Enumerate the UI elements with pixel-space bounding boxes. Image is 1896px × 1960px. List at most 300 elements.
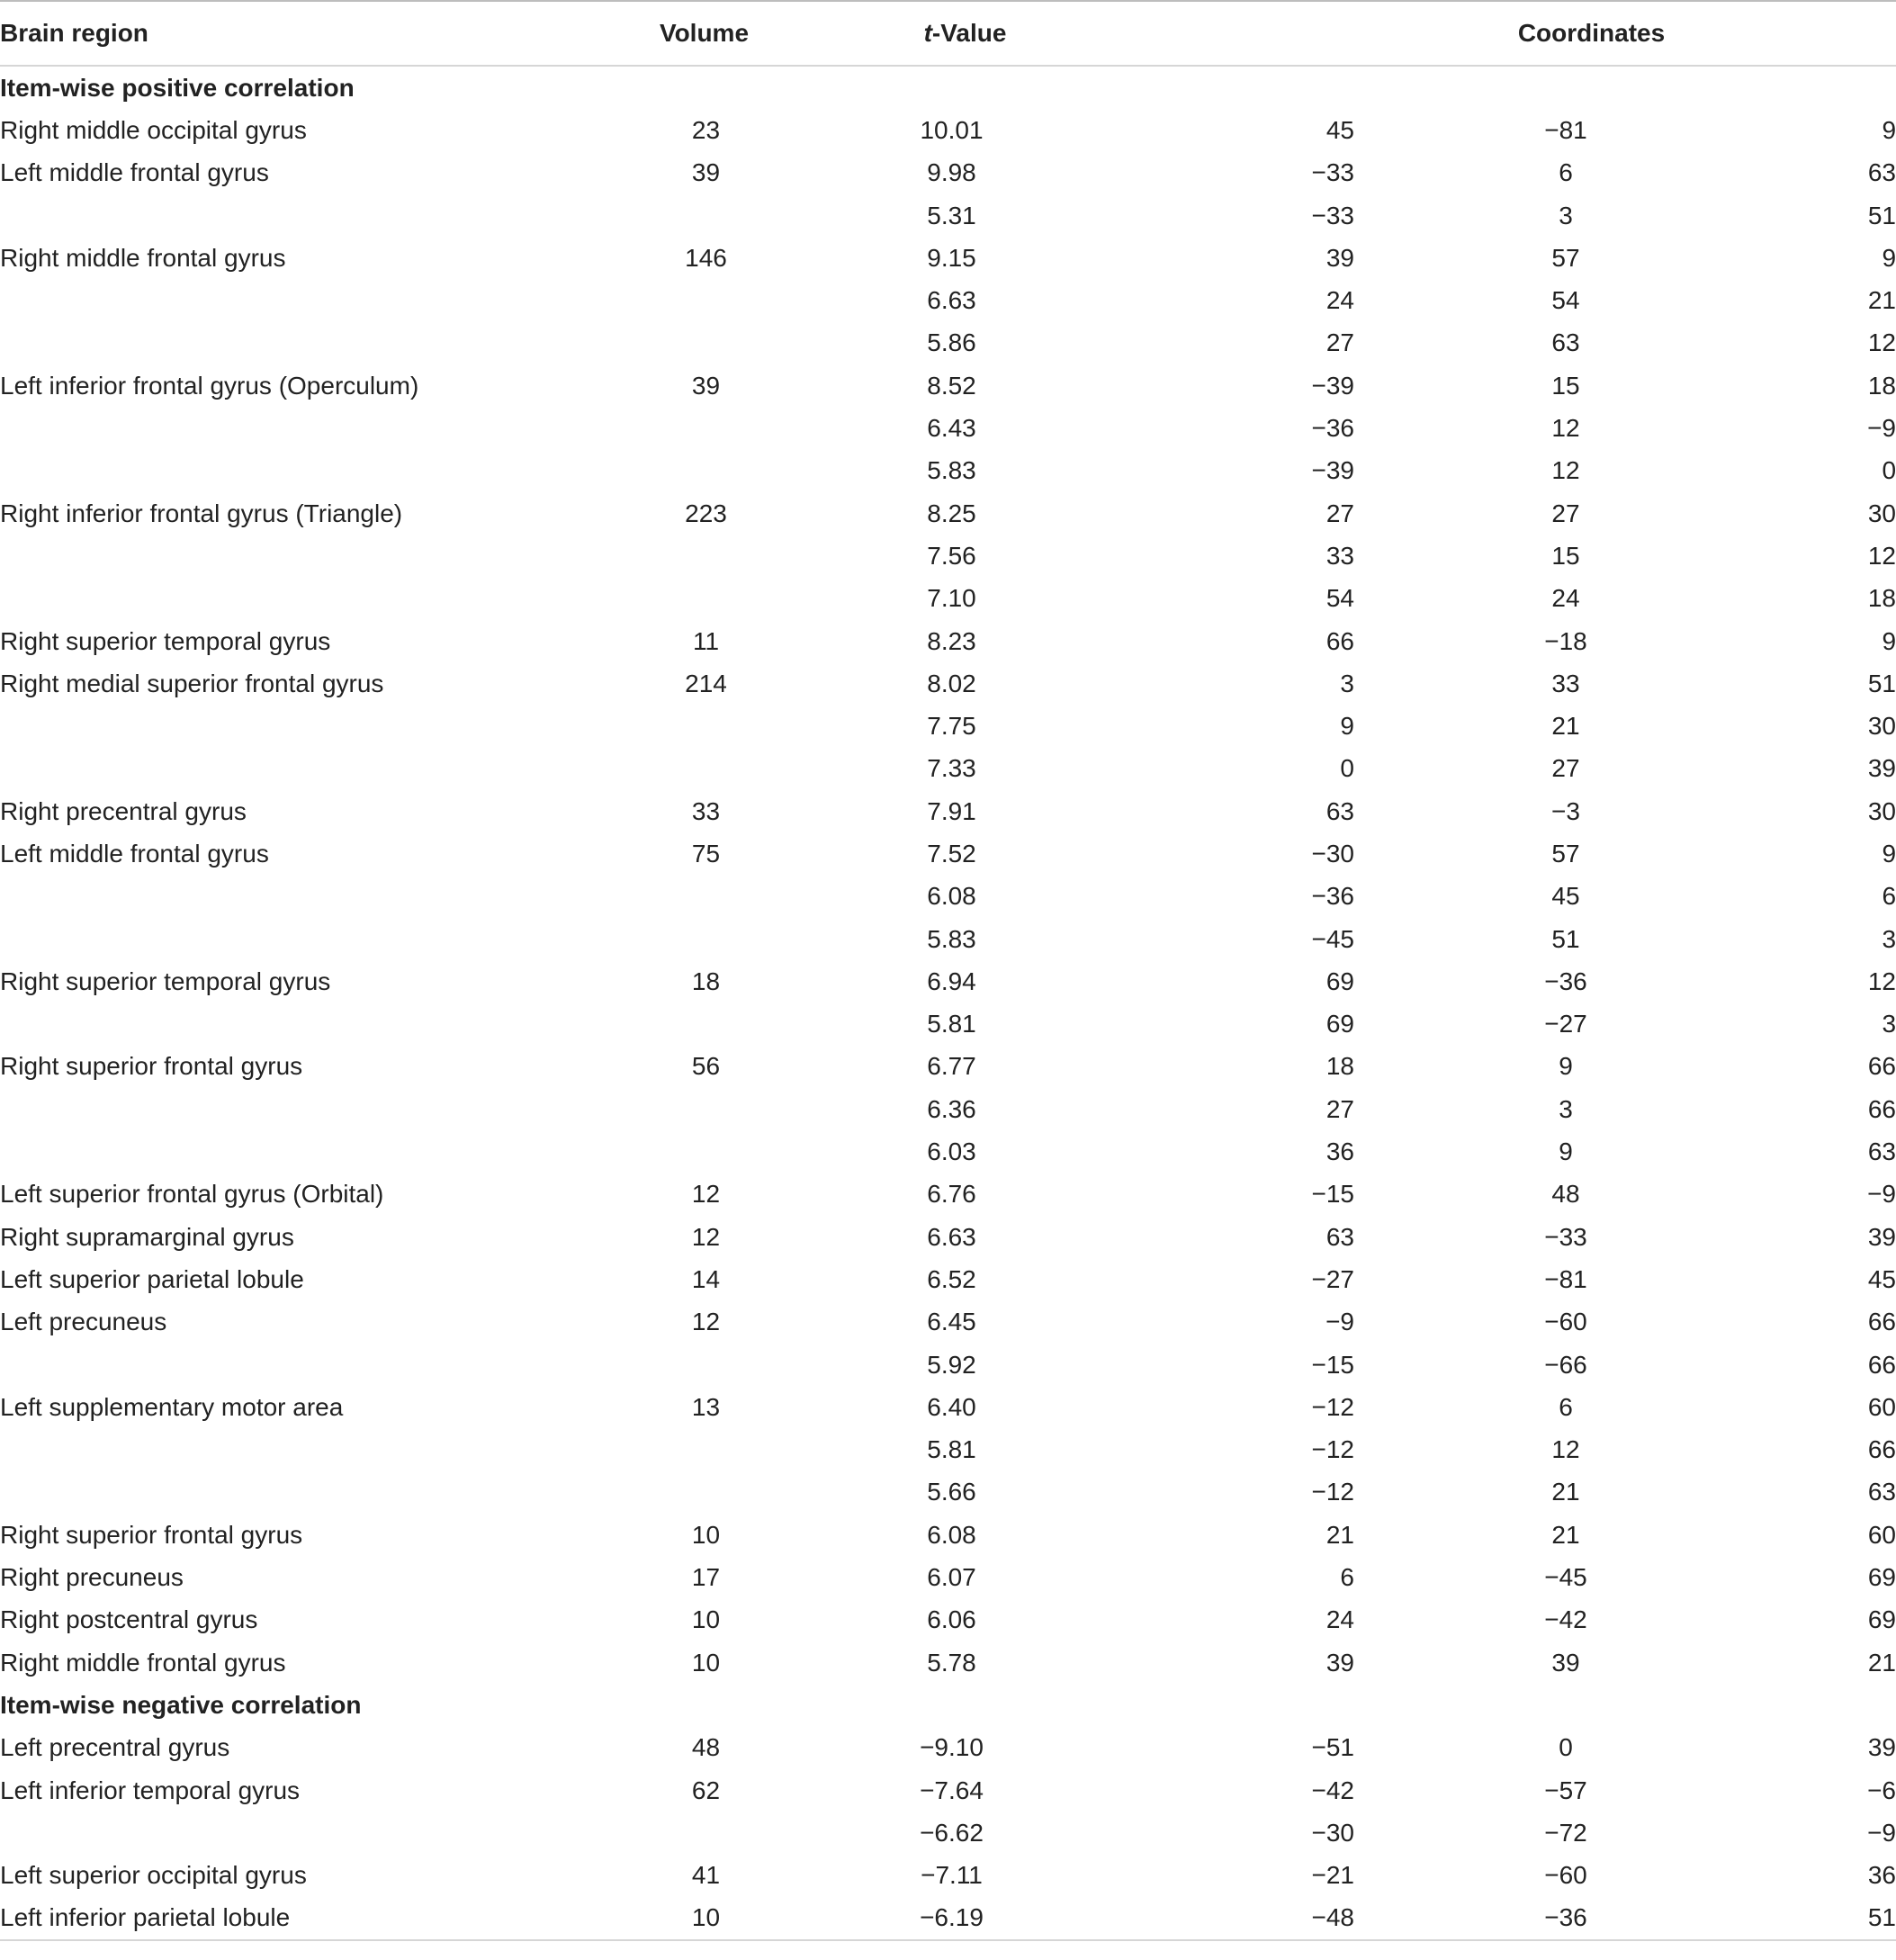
cell-t-value: 6.94 bbox=[927, 967, 976, 995]
cell-t-value: −7.11 bbox=[921, 1861, 983, 1890]
cell-brain-region: Right middle occipital gyrus bbox=[0, 115, 307, 144]
cell-t-value: 5.83 bbox=[927, 456, 976, 485]
table-row bbox=[0, 1344, 1896, 1386]
cell-coordinate-z: 69 bbox=[1867, 1605, 1896, 1634]
cell-coordinate-y: 27 bbox=[1551, 499, 1580, 527]
cell-brain-region: Right postcentral gyrus bbox=[0, 1605, 258, 1634]
section-header-row bbox=[0, 1684, 1896, 1726]
cell-coordinate-x: −33 bbox=[1311, 201, 1354, 229]
cell-volume bbox=[594, 279, 814, 321]
cell-coordinate-z: 36 bbox=[1867, 1861, 1896, 1890]
cell-t-value: 5.81 bbox=[927, 1435, 976, 1464]
cell-brain-region: Right supramarginal gyrus bbox=[0, 1222, 294, 1251]
cell-coordinate-z: −9 bbox=[1867, 414, 1896, 443]
table-row bbox=[0, 1514, 1896, 1556]
cell-brain-region bbox=[0, 1812, 594, 1854]
cell-coordinate-y: 15 bbox=[1551, 541, 1580, 570]
cell-coordinate-z: 51 bbox=[1867, 669, 1896, 697]
cell-coordinate-y: 9 bbox=[1559, 1052, 1573, 1081]
cell-coordinate-x: −30 bbox=[1311, 1818, 1354, 1847]
cell-volume bbox=[594, 876, 814, 918]
cell-coordinate-z: 39 bbox=[1867, 1733, 1896, 1762]
cell-t-value: 5.83 bbox=[927, 924, 976, 953]
cell-volume: 39 bbox=[691, 158, 721, 187]
cell-volume bbox=[594, 1003, 814, 1046]
cell-coordinate-y: −36 bbox=[1544, 967, 1587, 995]
cell-t-value: 6.45 bbox=[927, 1308, 976, 1336]
cell-brain-region: Right precentral gyrus bbox=[0, 796, 247, 825]
cell-coordinate-y: 3 bbox=[1559, 201, 1573, 229]
cell-brain-region: Right superior frontal gyrus bbox=[0, 1520, 303, 1549]
cell-t-value: 5.31 bbox=[927, 201, 976, 229]
cell-volume: 12 bbox=[691, 1180, 721, 1209]
cell-coordinate-x: 24 bbox=[1325, 1605, 1354, 1634]
cell-brain-region bbox=[0, 407, 594, 449]
cell-coordinate-x: 45 bbox=[1325, 115, 1354, 144]
header-brain-region: Brain region bbox=[0, 2, 594, 66]
cell-coordinate-y: 9 bbox=[1559, 1137, 1573, 1166]
cell-coordinate-y: 57 bbox=[1551, 243, 1580, 272]
cell-t-value: 5.78 bbox=[927, 1648, 976, 1677]
cell-t-value: 5.66 bbox=[927, 1478, 976, 1506]
cell-coordinate-x: 27 bbox=[1325, 1094, 1354, 1123]
cell-t-value: 7.52 bbox=[927, 839, 976, 868]
cell-coordinate-x: 27 bbox=[1325, 328, 1354, 357]
cell-t-value: 5.92 bbox=[927, 1350, 976, 1379]
cell-volume: 10 bbox=[691, 1648, 721, 1677]
cell-coordinate-y: 24 bbox=[1551, 584, 1580, 613]
table-row bbox=[0, 1130, 1896, 1173]
table-row bbox=[0, 960, 1896, 1002]
table-row bbox=[0, 322, 1896, 364]
cell-t-value: 6.36 bbox=[927, 1094, 976, 1123]
cell-t-value: 6.63 bbox=[927, 286, 976, 315]
cell-coordinate-x: 69 bbox=[1325, 967, 1354, 995]
cell-brain-region: Right middle frontal gyrus bbox=[0, 243, 286, 272]
cell-coordinate-x: −48 bbox=[1116, 1897, 1390, 1940]
cell-brain-region: Left precentral gyrus bbox=[0, 1733, 230, 1762]
cell-coordinate-z: 66 bbox=[1867, 1094, 1896, 1123]
cell-t-value: 10.01 bbox=[920, 115, 984, 144]
cell-brain-region: Right medial superior frontal gyrus bbox=[0, 669, 384, 697]
table-row bbox=[0, 1897, 1896, 1940]
cell-coordinate-y: −45 bbox=[1544, 1563, 1587, 1592]
table-row bbox=[0, 1046, 1896, 1088]
cell-coordinate-y: 21 bbox=[1551, 1478, 1580, 1506]
table-row bbox=[0, 1003, 1896, 1046]
cell-t-value: 6.08 bbox=[927, 882, 976, 911]
cell-coordinate-z: 66 bbox=[1867, 1350, 1896, 1379]
cell-coordinate-z: 66 bbox=[1867, 1052, 1896, 1081]
cell-coordinate-x: 6 bbox=[1340, 1563, 1354, 1592]
table-body bbox=[0, 66, 1896, 1940]
cell-brain-region: Right superior temporal gyrus bbox=[0, 967, 331, 995]
table-row bbox=[0, 1429, 1896, 1471]
cell-coordinate-z: 63 bbox=[1867, 158, 1896, 187]
cell-coordinate-z: 21 bbox=[1867, 286, 1896, 315]
cell-coordinate-x: 63 bbox=[1325, 796, 1354, 825]
table-row bbox=[0, 748, 1896, 790]
cell-volume: 10 bbox=[691, 1520, 721, 1549]
cell-coordinate-x: 69 bbox=[1325, 1010, 1354, 1038]
header-row bbox=[0, 2, 1896, 66]
cell-t-value: −6.62 bbox=[920, 1818, 984, 1847]
cell-volume: 223 bbox=[685, 499, 727, 527]
cell-coordinate-z: 45 bbox=[1867, 1264, 1896, 1293]
cell-coordinate-z: 51 bbox=[1867, 201, 1896, 229]
cell-coordinate-x: 21 bbox=[1325, 1520, 1354, 1549]
cell-coordinate-z: 3 bbox=[1882, 924, 1896, 953]
cell-brain-region: Left supplementary motor area bbox=[0, 1392, 344, 1421]
cell-coordinate-z: 66 bbox=[1867, 1435, 1896, 1464]
cell-coordinate-y: −33 bbox=[1544, 1222, 1587, 1251]
cell-brain-region bbox=[0, 450, 594, 492]
cell-coordinate-z: 9 bbox=[1882, 839, 1896, 868]
cell-coordinate-y: −18 bbox=[1544, 626, 1587, 655]
cell-volume: 14 bbox=[691, 1264, 721, 1293]
table-row bbox=[0, 1471, 1896, 1514]
cell-coordinate-x: −12 bbox=[1311, 1392, 1354, 1421]
cell-coordinate-y: 12 bbox=[1551, 1435, 1580, 1464]
cell-brain-region bbox=[0, 279, 594, 321]
cell-coordinate-y: −42 bbox=[1544, 1605, 1587, 1634]
table-row bbox=[0, 1173, 1896, 1216]
cell-coordinate-y: 6 bbox=[1559, 1392, 1573, 1421]
cell-brain-region bbox=[0, 1471, 594, 1514]
cell-coordinate-z: 18 bbox=[1867, 371, 1896, 400]
table-row bbox=[0, 1854, 1896, 1896]
cell-coordinate-z: 63 bbox=[1867, 1137, 1896, 1166]
cell-t-value: −6.19 bbox=[814, 1897, 1116, 1940]
cell-volume: 10 bbox=[691, 1605, 721, 1634]
cell-t-value: 6.07 bbox=[927, 1563, 976, 1592]
cell-coordinate-x: −9 bbox=[1325, 1308, 1354, 1336]
cell-coordinate-x: −51 bbox=[1311, 1733, 1354, 1762]
cell-coordinate-y: −81 bbox=[1544, 1264, 1587, 1293]
cell-brain-region: Right superior frontal gyrus bbox=[0, 1052, 303, 1081]
brain-region-table bbox=[0, 2, 1896, 1941]
cell-coordinate-x: −30 bbox=[1311, 839, 1354, 868]
cell-coordinate-z: 12 bbox=[1867, 541, 1896, 570]
cell-coordinate-x: −42 bbox=[1311, 1776, 1354, 1804]
cell-volume bbox=[594, 1429, 814, 1471]
cell-t-value: 6.63 bbox=[927, 1222, 976, 1251]
cell-coordinate-z: −9 bbox=[1867, 1818, 1896, 1847]
table-row bbox=[0, 1301, 1896, 1344]
cell-coordinate-z: 9 bbox=[1882, 626, 1896, 655]
cell-t-value: 6.08 bbox=[927, 1520, 976, 1549]
table-row bbox=[0, 1812, 1896, 1854]
table-row bbox=[0, 790, 1896, 832]
cell-coordinate-x: 66 bbox=[1325, 626, 1354, 655]
cell-coordinate-z: 60 bbox=[1867, 1520, 1896, 1549]
cell-coordinate-x: −15 bbox=[1311, 1350, 1354, 1379]
cell-t-value: 6.76 bbox=[927, 1180, 976, 1209]
cell-coordinate-y: −72 bbox=[1544, 1818, 1587, 1847]
cell-volume bbox=[594, 705, 814, 747]
header-t-italic: t bbox=[923, 19, 932, 47]
cell-t-value: 6.52 bbox=[927, 1264, 976, 1293]
cell-brain-region: Right precuneus bbox=[0, 1563, 184, 1592]
cell-coordinate-y: 3 bbox=[1559, 1094, 1573, 1123]
table-row bbox=[0, 1258, 1896, 1300]
cell-coordinate-y: 6 bbox=[1559, 158, 1573, 187]
cell-coordinate-z: 9 bbox=[1882, 115, 1896, 144]
cell-coordinate-y: 63 bbox=[1551, 328, 1580, 357]
cell-t-value: 5.81 bbox=[927, 1010, 976, 1038]
cell-brain-region bbox=[0, 1130, 594, 1173]
cell-coordinate-x: −39 bbox=[1311, 371, 1354, 400]
cell-coordinate-z: 12 bbox=[1867, 328, 1896, 357]
cell-brain-region: Left superior occipital gyrus bbox=[0, 1861, 307, 1890]
cell-volume bbox=[594, 450, 814, 492]
table-row bbox=[0, 918, 1896, 960]
section-title: Item-wise positive correlation bbox=[0, 73, 355, 102]
cell-coordinate-x: 54 bbox=[1325, 584, 1354, 613]
cell-brain-region bbox=[0, 1088, 594, 1130]
cell-coordinate-y: 48 bbox=[1551, 1180, 1580, 1209]
cell-brain-region: Left middle frontal gyrus bbox=[0, 839, 269, 868]
cell-coordinate-y: 12 bbox=[1551, 456, 1580, 485]
cell-volume: 17 bbox=[691, 1563, 721, 1592]
header-coordinates: Coordinates bbox=[1116, 2, 1896, 66]
cell-brain-region bbox=[0, 705, 594, 747]
cell-volume: 62 bbox=[691, 1776, 721, 1804]
table-row bbox=[0, 876, 1896, 918]
cell-coordinate-x: −36 bbox=[1311, 414, 1354, 443]
cell-coordinate-y: 15 bbox=[1551, 371, 1580, 400]
cell-volume bbox=[594, 918, 814, 960]
cell-coordinate-z: 18 bbox=[1867, 584, 1896, 613]
cell-brain-region bbox=[0, 578, 594, 620]
cell-t-value: −9.10 bbox=[920, 1733, 984, 1762]
cell-coordinate-x: −45 bbox=[1311, 924, 1354, 953]
cell-coordinate-y: −81 bbox=[1544, 115, 1587, 144]
cell-coordinate-z: 30 bbox=[1867, 796, 1896, 825]
cell-coordinate-z: −6 bbox=[1867, 1776, 1896, 1804]
cell-volume bbox=[594, 407, 814, 449]
cell-coordinate-y: 57 bbox=[1551, 839, 1580, 868]
cell-coordinate-y: −66 bbox=[1544, 1350, 1587, 1379]
cell-coordinate-z: 9 bbox=[1882, 243, 1896, 272]
cell-coordinate-z: 30 bbox=[1867, 712, 1896, 741]
cell-coordinate-x: 39 bbox=[1325, 243, 1354, 272]
cell-brain-region bbox=[0, 1344, 594, 1386]
cell-volume bbox=[594, 578, 814, 620]
header-t-rest: -Value bbox=[931, 19, 1007, 47]
table-row bbox=[0, 578, 1896, 620]
cell-brain-region: Left superior frontal gyrus (Orbital) bbox=[0, 1180, 384, 1209]
cell-coordinate-z: 39 bbox=[1867, 754, 1896, 783]
cell-coordinate-z: 39 bbox=[1867, 1222, 1896, 1251]
cell-coordinate-x: −33 bbox=[1311, 158, 1354, 187]
table-row bbox=[0, 1599, 1896, 1641]
cell-coordinate-x: −27 bbox=[1311, 1264, 1354, 1293]
cell-coordinate-y: 33 bbox=[1551, 669, 1580, 697]
cell-coordinate-z: 51 bbox=[1669, 1897, 1896, 1940]
cell-coordinate-z: −9 bbox=[1867, 1180, 1896, 1209]
cell-coordinate-x: 3 bbox=[1340, 669, 1354, 697]
cell-brain-region: Left inferior frontal gyrus (Operculum) bbox=[0, 371, 419, 400]
cell-coordinate-y: 39 bbox=[1551, 1648, 1580, 1677]
cell-volume: 39 bbox=[691, 371, 721, 400]
cell-volume: 12 bbox=[691, 1308, 721, 1336]
cell-t-value: 7.10 bbox=[927, 584, 976, 613]
cell-coordinate-x: 63 bbox=[1325, 1222, 1354, 1251]
cell-t-value: 8.02 bbox=[927, 669, 976, 697]
cell-brain-region bbox=[0, 1003, 594, 1046]
cell-coordinate-z: 60 bbox=[1867, 1392, 1896, 1421]
cell-coordinate-z: 21 bbox=[1867, 1648, 1896, 1677]
cell-t-value: 8.52 bbox=[927, 371, 976, 400]
table-row bbox=[0, 279, 1896, 321]
table-row bbox=[0, 109, 1896, 151]
cell-brain-region: Left superior parietal lobule bbox=[0, 1264, 304, 1293]
table-row bbox=[0, 1088, 1896, 1130]
cell-coordinate-x: 36 bbox=[1325, 1137, 1354, 1166]
cell-coordinate-z: 3 bbox=[1882, 1010, 1896, 1038]
cell-brain-region bbox=[0, 322, 594, 364]
cell-brain-region bbox=[0, 194, 594, 237]
cell-coordinate-y: −60 bbox=[1544, 1308, 1587, 1336]
table-row bbox=[0, 1641, 1896, 1684]
cell-coordinate-z: 66 bbox=[1867, 1308, 1896, 1336]
cell-t-value: 6.77 bbox=[927, 1052, 976, 1081]
table-row bbox=[0, 450, 1896, 492]
cell-coordinate-y: −60 bbox=[1544, 1861, 1587, 1890]
table-row bbox=[0, 1556, 1896, 1598]
cell-coordinate-x: −12 bbox=[1311, 1435, 1354, 1464]
cell-brain-region bbox=[0, 748, 594, 790]
cell-coordinate-x: −39 bbox=[1311, 456, 1354, 485]
cell-volume: 56 bbox=[691, 1052, 721, 1081]
cell-coordinate-y: 54 bbox=[1551, 286, 1580, 315]
cell-brain-region: Right superior temporal gyrus bbox=[0, 626, 331, 655]
cell-coordinate-y: 21 bbox=[1551, 1520, 1580, 1549]
cell-coordinate-x: −36 bbox=[1311, 882, 1354, 911]
table-row bbox=[0, 1386, 1896, 1428]
table-row bbox=[0, 662, 1896, 705]
cell-coordinate-y: −3 bbox=[1551, 796, 1580, 825]
cell-volume: 18 bbox=[691, 967, 721, 995]
cell-coordinate-y: 12 bbox=[1551, 414, 1580, 443]
cell-brain-region: Left precuneus bbox=[0, 1308, 167, 1336]
cell-brain-region bbox=[0, 918, 594, 960]
table-row bbox=[0, 832, 1896, 875]
cell-coordinate-y: 0 bbox=[1559, 1733, 1573, 1762]
cell-volume bbox=[594, 1088, 814, 1130]
table-row bbox=[0, 364, 1896, 407]
cell-coordinate-y: −27 bbox=[1544, 1010, 1587, 1038]
table-row bbox=[0, 237, 1896, 279]
cell-t-value: 8.23 bbox=[927, 626, 976, 655]
cell-volume: 13 bbox=[691, 1392, 721, 1421]
cell-t-value: 6.43 bbox=[927, 414, 976, 443]
cell-coordinate-y: −36 bbox=[1390, 1897, 1669, 1940]
cell-coordinate-x: −15 bbox=[1311, 1180, 1354, 1209]
cell-t-value: 9.98 bbox=[927, 158, 976, 187]
cell-volume: 48 bbox=[691, 1733, 721, 1762]
cell-volume: 214 bbox=[685, 669, 727, 697]
cell-coordinate-y: 45 bbox=[1551, 882, 1580, 911]
table-row bbox=[0, 535, 1896, 577]
cell-volume bbox=[594, 535, 814, 577]
cell-coordinate-x: 24 bbox=[1325, 286, 1354, 315]
cell-t-value: 6.40 bbox=[927, 1392, 976, 1421]
cell-brain-region bbox=[0, 535, 594, 577]
section-title: Item-wise negative correlation bbox=[0, 1690, 362, 1719]
cell-brain-region: Left middle frontal gyrus bbox=[0, 158, 269, 187]
cell-volume bbox=[594, 1130, 814, 1173]
cell-t-value: 7.91 bbox=[927, 796, 976, 825]
cell-coordinate-z: 0 bbox=[1882, 456, 1896, 485]
cell-coordinate-y: 27 bbox=[1551, 754, 1580, 783]
cell-brain-region bbox=[0, 876, 594, 918]
cell-volume bbox=[594, 748, 814, 790]
cell-t-value: −7.64 bbox=[920, 1776, 984, 1804]
cell-t-value: 7.56 bbox=[927, 541, 976, 570]
table-header bbox=[0, 2, 1896, 66]
cell-coordinate-y: −57 bbox=[1544, 1776, 1587, 1804]
table-row bbox=[0, 194, 1896, 237]
cell-coordinate-z: 30 bbox=[1867, 499, 1896, 527]
cell-volume: 11 bbox=[692, 626, 720, 655]
cell-coordinate-x: 9 bbox=[1340, 712, 1354, 741]
cell-brain-region: Left inferior parietal lobule bbox=[0, 1897, 594, 1940]
cell-coordinate-x: 0 bbox=[1340, 754, 1354, 783]
cell-t-value: 6.06 bbox=[927, 1605, 976, 1634]
cell-coordinate-x: −21 bbox=[1311, 1861, 1354, 1890]
cell-t-value: 9.15 bbox=[927, 243, 976, 272]
cell-volume: 75 bbox=[691, 839, 721, 868]
table-row bbox=[0, 407, 1896, 449]
cell-brain-region: Right inferior frontal gyrus (Triangle) bbox=[0, 499, 403, 527]
cell-coordinate-y: 21 bbox=[1551, 712, 1580, 741]
cell-volume: 12 bbox=[691, 1222, 721, 1251]
cell-coordinate-z: 12 bbox=[1867, 967, 1896, 995]
table-row bbox=[0, 705, 1896, 747]
cell-coordinate-x: 33 bbox=[1325, 541, 1354, 570]
table-row bbox=[0, 1769, 1896, 1812]
cell-brain-region bbox=[0, 1429, 594, 1471]
cell-coordinate-z: 6 bbox=[1882, 882, 1896, 911]
cell-t-value: 6.03 bbox=[927, 1137, 976, 1166]
cell-volume bbox=[594, 1344, 814, 1386]
cell-brain-region: Right middle frontal gyrus bbox=[0, 1648, 286, 1677]
cell-coordinate-y: 51 bbox=[1551, 924, 1580, 953]
cell-volume: 10 bbox=[594, 1897, 814, 1940]
cell-t-value: 7.33 bbox=[927, 754, 976, 783]
cell-coordinate-x: 39 bbox=[1325, 1648, 1354, 1677]
cell-volume: 33 bbox=[691, 796, 721, 825]
table-row bbox=[0, 152, 1896, 194]
cell-volume bbox=[594, 1471, 814, 1514]
cell-volume bbox=[594, 194, 814, 237]
cell-volume bbox=[594, 322, 814, 364]
cell-coordinate-x: 18 bbox=[1325, 1052, 1354, 1081]
cell-coordinate-x: 27 bbox=[1325, 499, 1354, 527]
cell-volume: 146 bbox=[685, 243, 727, 272]
cell-coordinate-z: 69 bbox=[1867, 1563, 1896, 1592]
cell-brain-region: Left inferior temporal gyrus bbox=[0, 1776, 301, 1804]
cell-t-value: 5.86 bbox=[927, 328, 976, 357]
cell-coordinate-x: −12 bbox=[1311, 1478, 1354, 1506]
section-header-row bbox=[0, 66, 1896, 109]
cell-coordinate-z: 63 bbox=[1867, 1478, 1896, 1506]
table-row bbox=[0, 1727, 1896, 1769]
table-row bbox=[0, 492, 1896, 535]
cell-volume bbox=[594, 1812, 814, 1854]
